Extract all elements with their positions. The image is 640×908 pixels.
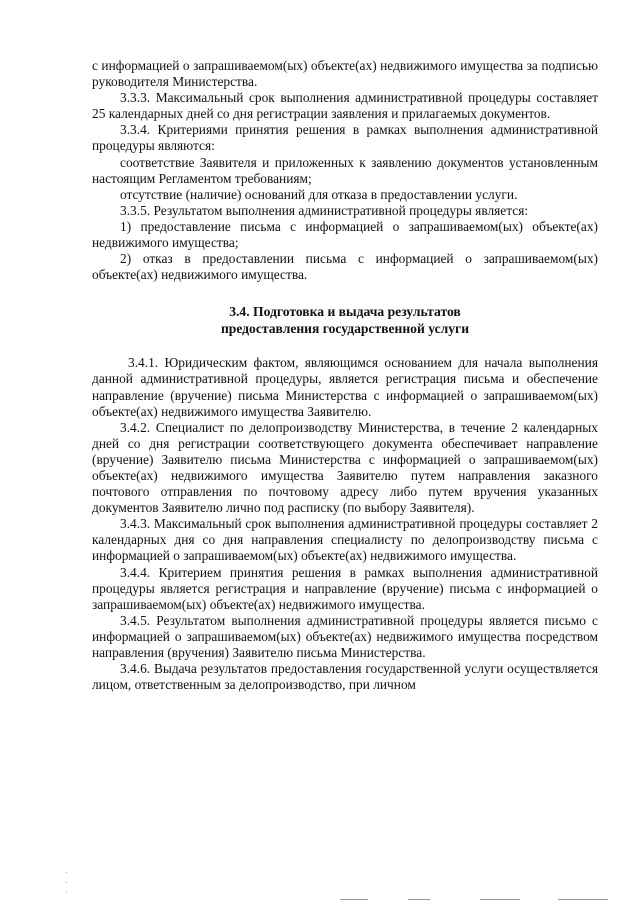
paragraph-criterion-1: соответствие Заявителя и приложенных к заявлению документов установленным настоящим Регламентом требованиям; bbox=[92, 154, 598, 186]
document-body bbox=[92, 58, 598, 283]
paragraph-3-4-2: 3.4.2. Специалист по делопроизводству Министерства, в течение 2 календарных дней со дня регистрации соответствующего документа обеспечивает направление (вручение) Заявителю письма Министерства с информацией о запрашиваемом(ых) объекте(ах) недвижимого имущества Заявителю путем направления заказного почтового отправления по почтовому адресу либо путем вручения указанных документов Заявителю лично под расписку (по выбору Заявителя). bbox=[92, 419, 598, 516]
paragraph-3-4-5: 3.4.5. Результатом выполнения административной процедуры является письмо с информацией о запрашиваемом(ых) объекте(ах) недвижимого имущества посредством направления (вручения) Заявителю письма Министерства. bbox=[92, 612, 598, 660]
document-body-section-3-4 bbox=[92, 355, 598, 693]
paragraph-3-4-1: 3.4.1. Юридическим фактом, являющимся основанием для начала выполнения данной административной процедуры, является регистрация письма и обеспечение направление (вручение) письма Министерства с информацией о запрашиваемом(ых) объекте(ах) недвижимого имущества Заявителю. bbox=[92, 355, 598, 419]
paragraph-continuation: с информацией о запрашиваемом(ых) объекте(ах) недвижимого имущества за подписью руководителя Министерства. bbox=[92, 58, 598, 90]
section-heading-3-4 bbox=[92, 304, 598, 337]
paragraph-3-4-6: 3.4.6. Выдача результатов предоставления государственной услуги осуществляется лицом, ответственным за делопроизводство, при личном bbox=[92, 661, 598, 693]
paragraph-criterion-2: отсутствие (наличие) оснований для отказа в предоставлении услуги. bbox=[120, 186, 518, 202]
section-heading-line-1: 3.4. Подготовка и выдача результатов bbox=[229, 304, 461, 320]
section-heading-line-2: предоставления государственной услуги bbox=[220, 320, 470, 336]
scan-margin-marks bbox=[66, 870, 68, 900]
paragraph-result-1: 1) предоставление письма с информацией о запрашиваемом(ых) объекте(ах) недвижимого имущества; bbox=[92, 218, 598, 251]
scan-footer-marks bbox=[330, 896, 620, 902]
paragraph-3-3-3: 3.3.3. Максимальный срок выполнения административной процедуры составляет 25 календарных дней со дня регистрации заявления и прилагаемых документов. bbox=[92, 90, 598, 122]
paragraph-3-3-4: 3.3.4. Критериями принятия решения в рамках выполнения административной процедуры являются: bbox=[92, 122, 598, 154]
paragraph-3-3-5: 3.3.5. Результатом выполнения административной процедуры является: bbox=[120, 202, 529, 218]
paragraph-3-4-3: 3.4.3. Максимальный срок выполнения административной процедуры составляет 2 календарных дня со дня направления специалисту по делопроизводству письма с информацией о запрашиваемом(ых) объекте(ах) недвижимого имущества. bbox=[92, 516, 598, 564]
paragraph-3-4-4: 3.4.4. Критерием принятия решения в рамках выполнения административной процедуры является регистрация и направление (вручение) письма с информацией о запрашиваемом(ых) объекте(ах) недвижимого имущества. bbox=[92, 564, 598, 612]
paragraph-result-2: 2) отказ в предоставлении письма с информацией о запрашиваемом(ых) объекте(ах) недвижимого имущества. bbox=[92, 251, 598, 283]
